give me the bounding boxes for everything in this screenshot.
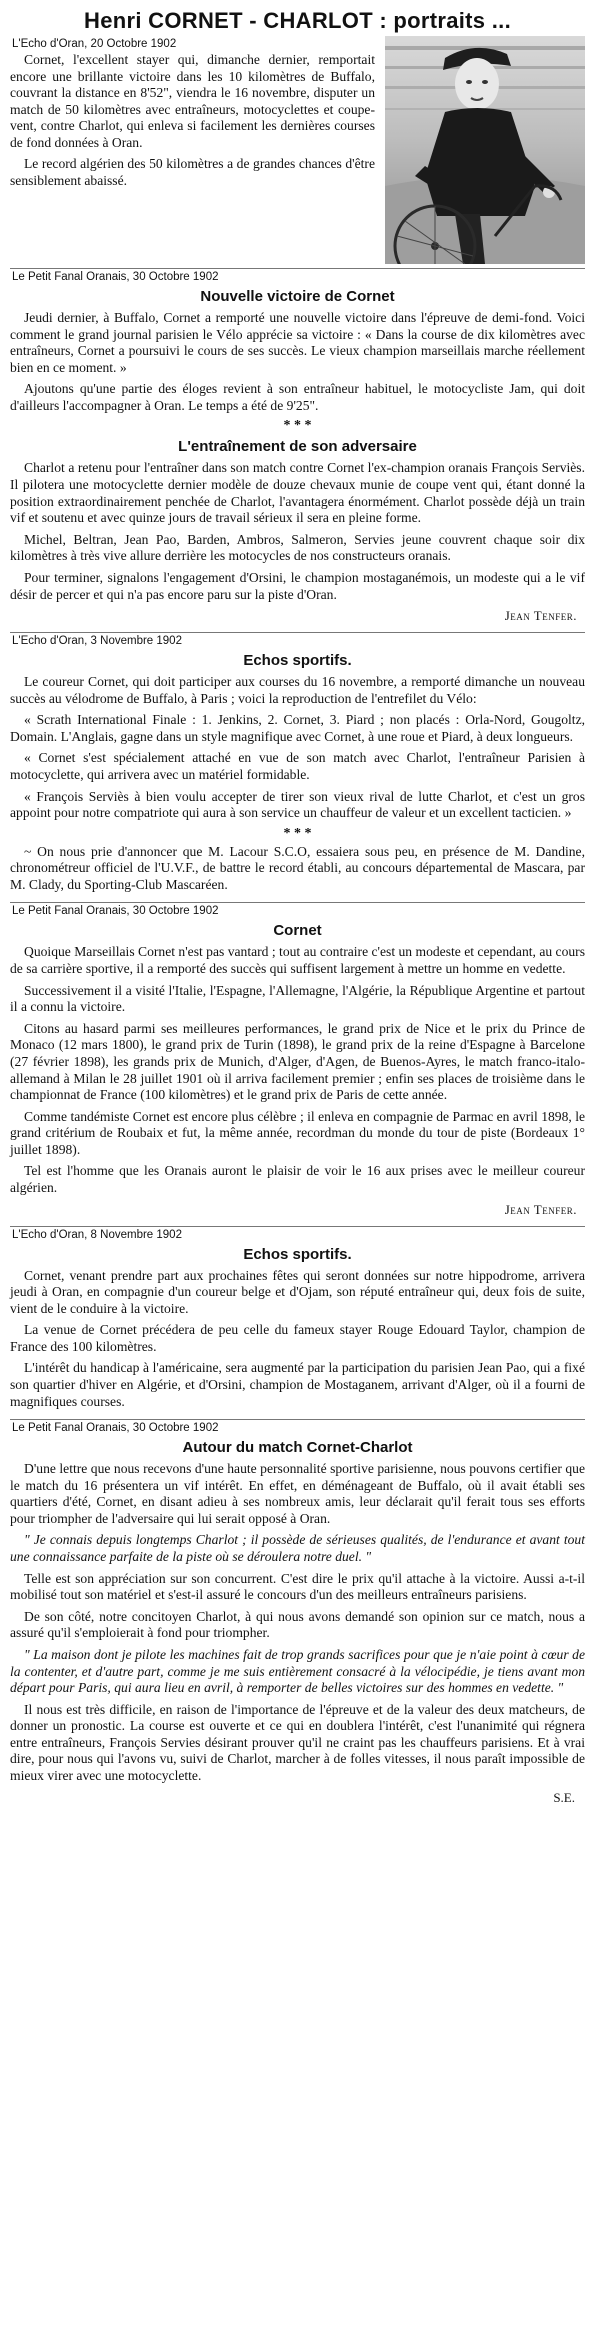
paragraph: « François Serviès à bien voulu accepter de tirer son vieux rival de lutte Charlot, et c'est un gros appoint pour notre compatriote qui aura à son service un chauffeur de valeur et un excellent tacticien. » — [10, 788, 585, 821]
article-heading: Autour du match Cornet-Charlot — [182, 1439, 413, 1457]
paragraph: Cornet, l'excellent stayer qui, dimanche dernier, remportait encore une brillante victoire dans les 10 kilomètres de Buffalo, couvrant la distance en 8'52", viendra le 16 novembre, disputer un match de 50 kilomètres avec entraîneurs, motocyclettes et coupe-vent, contre Charlot, qui enleva si facilement les dernières courses de fond données à Oran. — [10, 52, 375, 150]
source-label: Le Petit Fanal Oranais, 30 Octobre 1902 — [12, 905, 219, 918]
article-petit-fanal-autour-du-match — [10, 1422, 585, 1805]
source-label: Le Petit Fanal Oranais, 30 Octobre 1902 — [12, 1422, 219, 1435]
source-label: L'Echo d'Oran, 20 Octobre 1902 — [12, 38, 177, 50]
quote-paragraph: " Je connais depuis longtemps Charlot ; il possède de sérieuses qualités, de l'endurance et avant tout une connaissance parfaite de la piste où se déroulera notre duel. " — [10, 1532, 585, 1565]
paragraph: Ajoutons qu'une partie des éloges revient à son entraîneur habituel, le motocycliste Jam, qui doit d'ailleurs l'accompagner à Oran. Le temps a été de 9'25". — [10, 381, 585, 413]
cyclist-portrait-photo — [385, 36, 585, 264]
article-heading: Cornet — [273, 922, 322, 940]
article-subheading: L'entraînement de son adversaire — [178, 438, 417, 456]
paragraph: Michel, Beltran, Jean Pao, Barden, Ambros, Salmeron, Servies jeune couvrent chaque soir dix kilomètres à très vive allure derrière les motocycles de nos constructeurs oranais. — [10, 531, 585, 564]
article-echo-oran-8-nov — [10, 1229, 585, 1421]
article-petit-fanal-nouvelle-victoire — [10, 271, 585, 633]
paragraph: Successivement il a visité l'Italie, l'Espagne, l'Allemagne, l'Algérie, la République Argentine et partout il a connu la victoire. — [10, 982, 585, 1015]
quote-paragraph: " La maison dont je pilote les machines fait de trop grands sacrifices pour que je n'aie point à cœur de la contenter, et d'autre part, comme je me suis entièrement consacré à la vélocipédie, je tiens avant mon départ pour Paris, qui aura lieu en avril, à remporter de belles victoires sur des hommes en vedette. " — [10, 1646, 585, 1696]
paragraph: Le coureur Cornet, qui doit participer aux courses du 16 novembre, a remporté dimanche un nouveau succès au vélodrome de Buffalo, à Paris ; voici la reproduction de l'entrefilet du Vélo: — [10, 674, 585, 706]
paragraph: ~ On nous prie d'annoncer que M. Lacour S.C.O, essaiera sous peu, en présence de M. Dandine, chronométreur officiel de l'U.V.F., de battre le record établi, au concours départemental de Mascara, par M. Clady, du Sporting-Club Mascaréen. — [10, 843, 585, 892]
paragraph: « Cornet s'est spécialement attaché en vue de son match avec Charlot, l'entraîneur Parisien à motocyclette, qui arrivera avec un matériel formidable. — [10, 750, 585, 782]
signature: S.E. — [553, 1789, 575, 1805]
paragraph: Citons au hasard parmi ses meilleures performances, le grand prix de Nice et le prix du Prince de Monaco (12 mars 1800), le grand prix de Turin (1898), le grand prix de la reine d'Espagne à Barcelone (27 février 1898), les grands prix de Munich, d'Alger, d'Agen, de Buenos-Ayres, le match franco-italo-allemand à Milan le 28 juillet 1901 où il arriva facilement premier ; enfin ses places de troisième dans le championnat de France (100 kilomètres) et le grand prix de Paris de cette année. — [10, 1020, 585, 1103]
paragraph: Jeudi dernier, à Buffalo, Cornet a remporté une nouvelle victoire dans l'épreuve de demi-fond. Voici comment le grand journal parisien le Vélo apprécie sa victoire : « Dans la course de dix kilomètres avec entraîneurs, Cornet a poursuivi le cours de ses succès. Le vieux champion marseillais marche réellement bien en ce moment. » — [10, 310, 585, 375]
intro-row — [10, 36, 585, 264]
paragraph: Telle est son appréciation sur son concurrent. C'est dire le prix qu'il attache à la victoire. Aussi a-t-il mobilisé tout son matériel et s'est-il assuré le concours d'un des meilleurs entraîneurs parisiens. — [10, 1570, 585, 1603]
paragraph: Pour terminer, signalons l'engagement d'Orsini, le champion mostaganémois, un modeste qui a le vif désir de percer et qui n'a pas encore paru sur la piste d'Oran. — [10, 569, 585, 602]
intro-text — [10, 36, 375, 264]
article-echo-oran-3-nov — [10, 635, 585, 903]
paragraph: D'une lettre que nous recevons d'une haute personnalité sportive parisienne, nous pouvons certifier que le match du 16 présentera un vif intérêt. En effet, en déménageant de Buffalo, où il avait établi ses quartiers d'été, Cornet, en disant adieu à ses nombreux amis, leur déclarait qu'il ferait tous ses efforts pour triompher de l'adversaire qui lui serait opposé à Oran. — [10, 1461, 585, 1526]
paragraph: Tel est l'homme que les Oranais auront le plaisir de voir le 16 aux prises avec le meilleur coureur algérien. — [10, 1163, 585, 1195]
paragraph: Comme tandémiste Cornet est encore plus célèbre ; il enleva en compagnie de Parmac en avril 1898, le grand critérium de Roubaix et fut, la même année, recordman du monde du tour de piste (Bordeaux 1° juillet 1898). — [10, 1108, 585, 1157]
paragraph: « Scrath International Finale : 1. Jenkins, 2. Cornet, 3. Piard ; non placés : Orla-Nord, Gougoltz, Domain. L'Anglais, gagne dans un style magnifique avec Cornet, à une roue et Piard, à deux longueurs. — [10, 712, 585, 744]
article-echo-oran-20-oct — [10, 36, 585, 269]
paragraph: Charlot a retenu pour l'entraîner dans son match contre Cornet l'ex-champion oranais François Serviès. Il pilotera une motocyclette dernier modèle de douze chevaux munie de coupe vent qui, étant donné la position extraordinairement penchée de Charlot, l'avantagera énormément. Charlot possède déjà un train vif et soutenu et avec quinze jours de travail sérieux il sera en pleine forme. — [10, 460, 585, 526]
article-heading: Nouvelle victoire de Cornet — [200, 288, 395, 305]
source-label: L'Echo d'Oran, 3 Novembre 1902 — [12, 635, 182, 648]
separator-stars: * * * — [283, 418, 312, 434]
source-label: Le Petit Fanal Oranais, 30 Octobre 1902 — [12, 271, 219, 283]
paragraph: La venue de Cornet précédera de peu celle du fameux stayer Rouge Edouard Taylor, champion de France des 100 kilomètres. — [10, 1322, 585, 1354]
source-label: L'Echo d'Oran, 8 Novembre 1902 — [12, 1228, 182, 1241]
paragraph: Il nous est très difficile, en raison de l'importance de l'épreuve et de la valeur des deux matcheurs, de donner un pronostic. La course est ouverte et ce qui en doublera l'intérêt, c'est l'unanimité qui régnera entre entraîneurs, François Servies désirant prouver qu'il ne craint pas les chauffeurs parisiens. Et à vrai dire, pour nous qui l'avons vu, suivi de Charlot, marcher à de folles vitesses, il nous paraît impossible de mieux virer avec une motocyclette. — [10, 1701, 585, 1783]
paragraph: De son côté, notre concitoyen Charlot, à qui nous avons demandé son opinion sur ce match, nous a assuré qu'il s'emploierait à fond pour triompher. — [10, 1608, 585, 1641]
paragraph: L'intérêt du handicap à l'américaine, sera augmenté par la participation du parisien Jean Pao, qui a fixé son quartier d'hiver en Algérie, et d'Orsini, champion de Mostaganem, arrivant d'Alger, où il a fourni de magnifiques courses. — [10, 1360, 585, 1409]
signature: Jean Tenfer. — [504, 1201, 577, 1217]
article-heading: Echos sportifs. — [243, 1245, 352, 1263]
paragraph: Cornet, venant prendre part aux prochaines fêtes qui seront données sur notre hippodrome, arrivera jeudi à Oran, en compagnie d'un coureur belge et d'Ojam, son réputé entraîneur qui, deux fois de suite, vient de le conduire à la victoire. — [10, 1267, 585, 1316]
page-title: Henri CORNET - CHARLOT : portraits ... — [84, 8, 511, 33]
paragraph: Quoique Marseillais Cornet n'est pas vantard ; tout au contraire c'est un modeste et cependant, au cours de sa carrière sportive, il a remporté des succès qui suffisent largement à mettre un homme en vedette. — [10, 944, 585, 977]
article-petit-fanal-cornet — [10, 905, 585, 1226]
signature: Jean Tenfer. — [504, 608, 577, 624]
paragraph: Le record algérien des 50 kilomètres a de grandes chances d'être sensiblement abaissé. — [10, 156, 375, 189]
article-heading: Echos sportifs. — [243, 652, 352, 670]
separator-stars: * * * — [283, 825, 312, 841]
